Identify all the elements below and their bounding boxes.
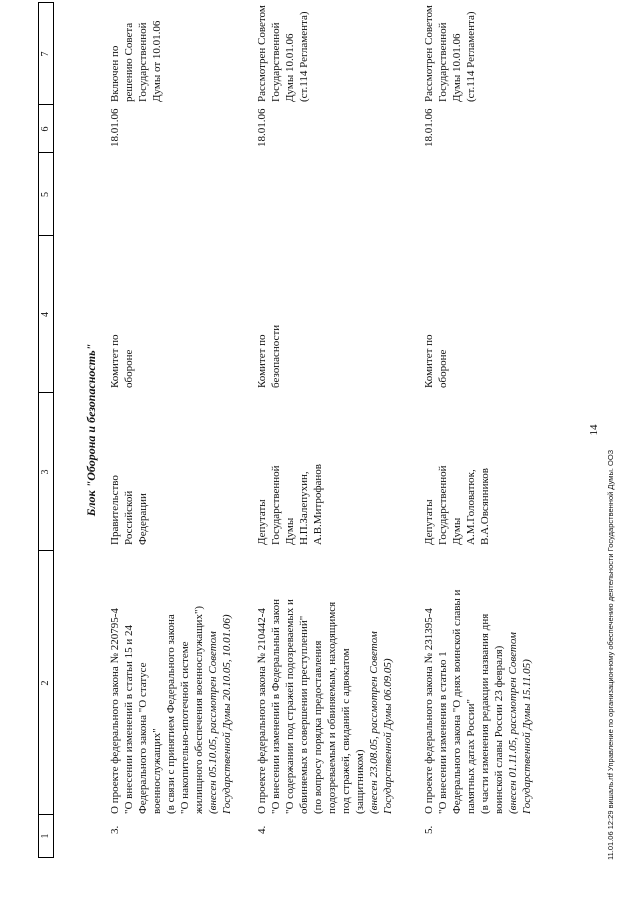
bill-note: (внесен 23.08.05, рассмотрен Советом — [368, 631, 380, 814]
bill-note: Государственной Думы 20.10.05, 10.01.06) — [221, 614, 233, 814]
bill-description: О проекте федерального закона № 220795-4 "О внесении изменений в статьи 15 и 24 Федерального закона "О статусе военнослужащих" (в связи с принятием Федерального закона "О накопительно-ипотечной системе жилищного обеспечения военнослужащих") (внесен 05.10.05, рассмотрен Советом Государственной Думы 20.10.05, 10.01.06) — [109, 605, 233, 814]
page-number: 14 — [588, 424, 600, 436]
result-note: Включен по решению Совета Государственной Думы от 10.01.06 — [109, 20, 163, 102]
review-date: 18.01.06 — [256, 108, 268, 147]
result-note: Рассмотрен Советом Государственной Думы 10.01.06 (ст.114 Регламента) — [423, 5, 477, 102]
bill-note: Государственной Думы 06.09.05) — [382, 658, 394, 814]
bill-description: О проекте федерального закона № 231395-4 "О внесении изменения в статью 1 Федерального закона "О днях воинской славы и памятных датах России" (в части изменения редакции названия дня воинской славы России 23 февраля) (внесен 01.11.05, рассмотрен Советом Государственной Думы 15.11.05) — [423, 589, 533, 814]
header-col-4: 4 — [40, 312, 51, 317]
responsible-committee: Комитет по безопасности — [256, 324, 282, 388]
responsible-committee: Комитет по обороне — [423, 334, 449, 388]
bill-author: Депутаты Государственной Думы Н.П.Залепухин, А.В.Митрофанов — [256, 464, 324, 545]
page-footer: 11.01.06 12:29 вишаль.rtf Управление по организационному обеспечению деятельности Государственной Думы. ООЗ — [606, 449, 615, 860]
bill-description: О проекте федерального закона № 210442-4 "О внесении изменений в Федеральный закон "О содержании под стражей подозреваемых и обвиняемых в совершении преступлений" (по вопросу порядка предоставления подозреваемым и обвиняемым, находящимся под стражей, свиданий с адвокатом (защитником) (внесен 23.08.05, рассмотрен Советом Государственной Думы 06.09.05) — [256, 599, 394, 814]
block-title: Блок "Оборона и безопасность" — [84, 343, 98, 517]
responsible-committee: Комитет по обороне — [109, 334, 135, 388]
table-header — [38, 2, 54, 858]
bill-author: Депутаты Государственной Думы А.М.Головатюк, В.А.Овсянников — [423, 465, 491, 545]
header-col-3: 3 — [40, 469, 51, 475]
bill-note: Государственной Думы 15.11.05) — [521, 659, 533, 814]
bill-author: Правительство Российской Федерации — [109, 475, 149, 545]
review-date: 18.01.06 — [423, 108, 435, 147]
bill-note: (внесен 05.10.05, рассмотрен Советом — [207, 631, 219, 814]
result-note: Рассмотрен Советом Государственной Думы 10.01.06 (ст.114 Регламента) — [256, 5, 310, 102]
header-col-1: 1 — [40, 833, 51, 839]
review-date: 18.01.06 — [109, 108, 121, 147]
bill-note: (внесен 01.11.05, рассмотрен Советом — [507, 632, 519, 814]
header-col-5: 5 — [40, 192, 51, 197]
row-number: 5. — [423, 825, 435, 834]
header-col-2: 2 — [40, 680, 51, 686]
row-number: 3. — [109, 825, 121, 834]
header-col-7: 7 — [40, 51, 51, 57]
row-number: 4. — [256, 825, 268, 834]
header-col-6: 6 — [40, 126, 51, 132]
